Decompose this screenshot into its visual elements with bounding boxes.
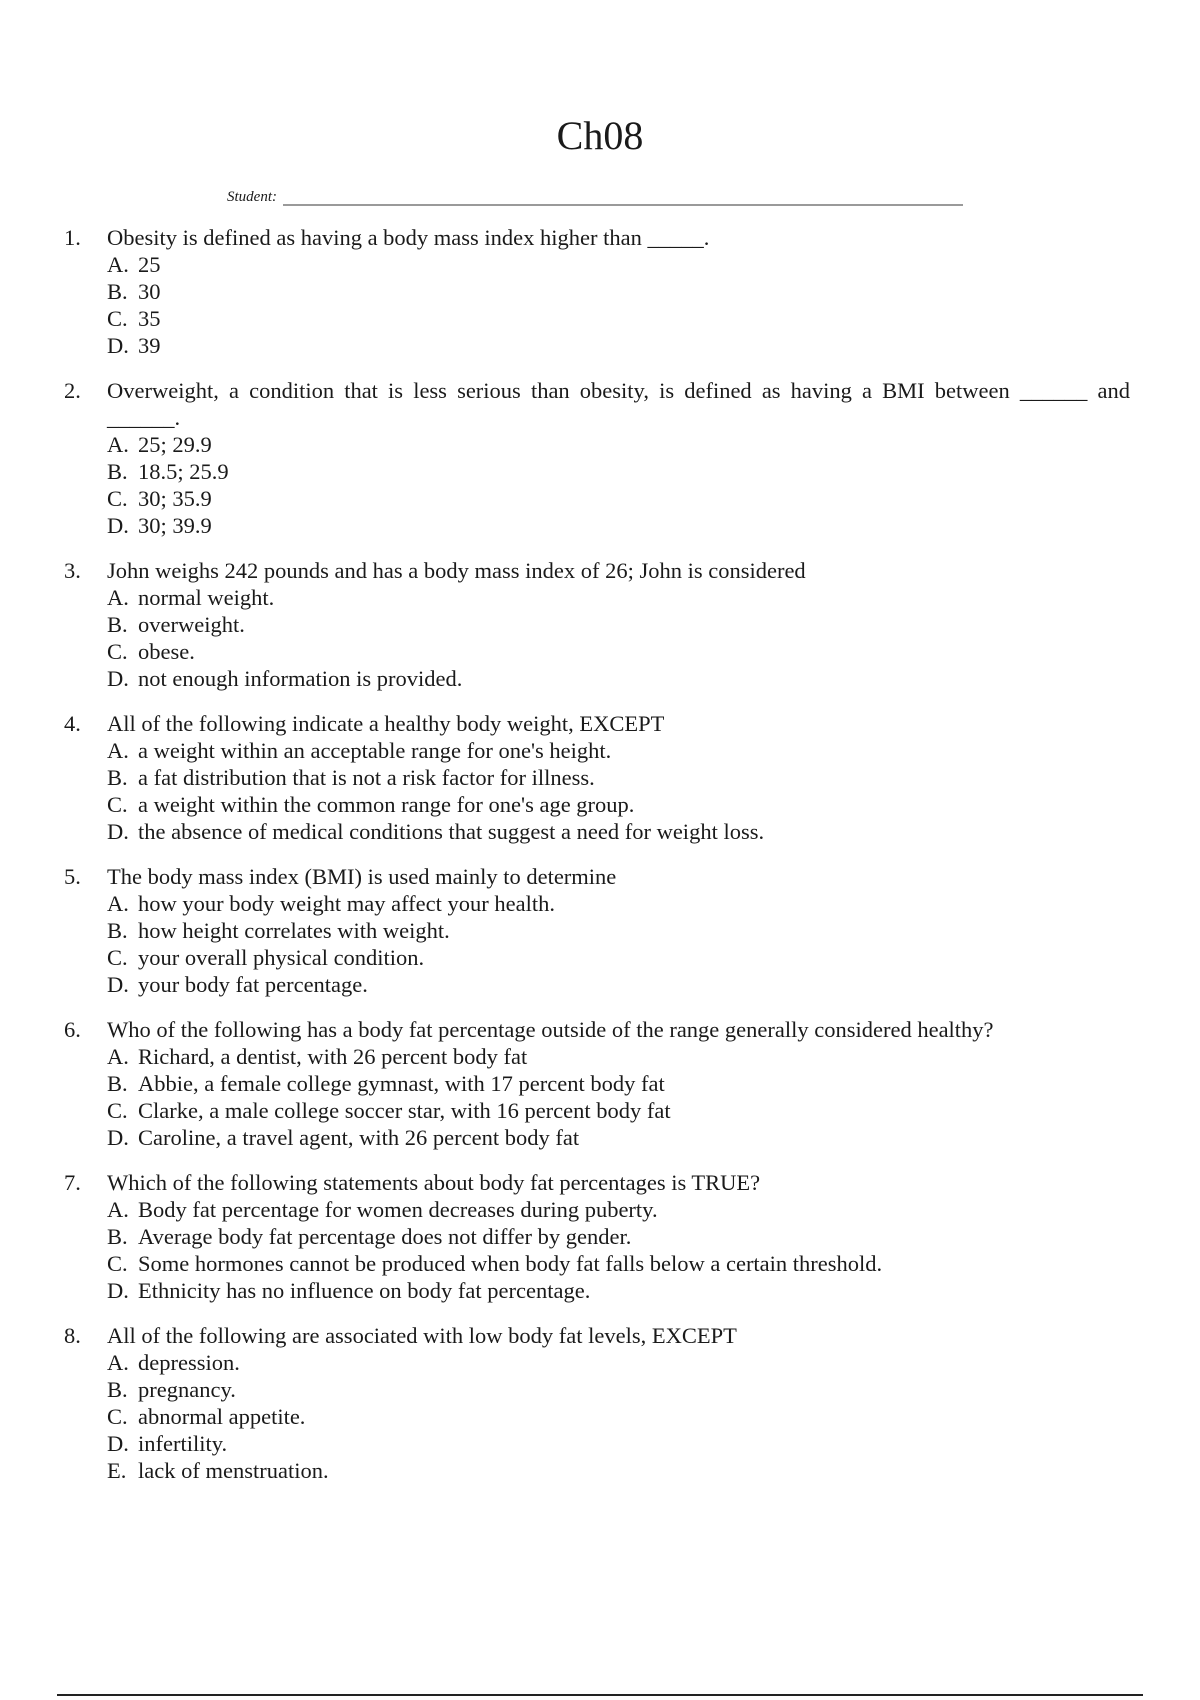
choice-letter: A.	[107, 738, 129, 763]
choice-text: Richard, a dentist, with 26 percent body fat	[138, 1044, 528, 1069]
question-text: The body mass index (BMI) is used mainly to determine	[107, 864, 617, 889]
choice-text: a weight within the common range for one's age group.	[138, 792, 635, 817]
answer-choice	[107, 485, 1130, 512]
choice-text: a fat distribution that is not a risk factor for illness.	[138, 765, 595, 790]
choice-letter: B.	[107, 459, 128, 484]
choice-letter: C.	[107, 1098, 128, 1123]
question-number: 1.	[64, 225, 81, 250]
question-number: 3.	[64, 558, 81, 583]
choice-text: 30	[138, 279, 161, 304]
answer-choice	[107, 431, 1130, 458]
answer-choice	[107, 638, 1130, 665]
choice-text: Abbie, a female college gymnast, with 17 percent body fat	[138, 1071, 665, 1096]
choice-letter: D.	[107, 972, 129, 997]
answer-choice	[107, 458, 1130, 485]
choice-text: Caroline, a travel agent, with 26 percent body fat	[138, 1125, 580, 1150]
choice-letter: D.	[107, 513, 129, 538]
answer-choice	[107, 611, 1130, 638]
question-number: 6.	[64, 1017, 81, 1042]
question-text: Which of the following statements about body fat percentages is TRUE?	[107, 1170, 761, 1195]
choice-text: obese.	[138, 639, 195, 664]
choice-text: how height correlates with weight.	[138, 918, 450, 943]
choice-letter: C.	[107, 792, 128, 817]
question-body	[107, 1016, 1130, 1151]
answer-choice	[107, 764, 1130, 791]
choice-letter: C.	[107, 486, 128, 511]
answer-choice	[107, 944, 1130, 971]
answer-choice	[107, 1196, 1130, 1223]
choice-text: 39	[138, 333, 161, 358]
answer-choice	[107, 305, 1130, 332]
answer-choice	[107, 917, 1130, 944]
question-body	[107, 863, 1130, 998]
question-3	[0, 557, 1200, 692]
choice-text: depression.	[138, 1350, 240, 1375]
question-number: 4.	[64, 711, 81, 736]
choice-letter: A.	[107, 1044, 129, 1069]
choice-text: 30; 35.9	[138, 486, 212, 511]
question-text: Overweight, a condition that is less serious than obesity, is defined as having a BMI between ______ and ______.	[107, 378, 1130, 430]
choice-text: Clarke, a male college soccer star, with 16 percent body fat	[138, 1098, 671, 1123]
answer-choices	[107, 890, 1130, 998]
choice-text: your overall physical condition.	[138, 945, 425, 970]
question-number: 8.	[64, 1323, 81, 1348]
student-label: Student:	[227, 189, 277, 205]
answer-choice	[107, 971, 1130, 998]
question-number: 7.	[64, 1170, 81, 1195]
answer-choice	[107, 251, 1130, 278]
choice-letter: B.	[107, 1377, 128, 1402]
answer-choice	[107, 818, 1130, 845]
choice-text: 35	[138, 306, 161, 331]
answer-choice	[107, 332, 1130, 359]
answer-choice	[107, 1223, 1130, 1250]
answer-choice	[107, 665, 1130, 692]
answer-choices	[107, 431, 1130, 539]
choice-text: 25; 29.9	[138, 432, 212, 457]
question-text: All of the following are associated with low body fat levels, EXCEPT	[107, 1323, 737, 1348]
choice-letter: E.	[107, 1458, 127, 1483]
choice-text: not enough information is provided.	[138, 666, 463, 691]
answer-choice	[107, 1457, 1130, 1484]
choice-letter: A.	[107, 585, 129, 610]
choice-text: normal weight.	[138, 585, 275, 610]
question-6	[0, 1016, 1200, 1151]
choice-letter: C.	[107, 1404, 128, 1429]
page-title: Ch08	[556, 113, 644, 158]
choice-letter: D.	[107, 1125, 129, 1150]
choice-text: how your body weight may affect your health.	[138, 891, 555, 916]
answer-choice	[107, 584, 1130, 611]
question-8	[0, 1322, 1200, 1484]
question-text: John weighs 242 pounds and has a body mass index of 26; John is considered	[107, 558, 806, 583]
question-body	[107, 1322, 1130, 1484]
choice-letter: B.	[107, 918, 128, 943]
question-2	[0, 377, 1200, 539]
answer-choice	[107, 278, 1130, 305]
choice-text: 25	[138, 252, 161, 277]
answer-choice	[107, 1124, 1130, 1151]
question-text: Who of the following has a body fat percentage outside of the range generally considered healthy?	[107, 1017, 994, 1042]
student-name-line	[283, 188, 963, 206]
choice-letter: D.	[107, 333, 129, 358]
answer-choice	[107, 1430, 1130, 1457]
choice-letter: B.	[107, 1071, 128, 1096]
question-list	[0, 224, 1200, 1502]
choice-letter: D.	[107, 666, 129, 691]
choice-text: Ethnicity has no influence on body fat percentage.	[138, 1278, 591, 1303]
answer-choice	[107, 1043, 1130, 1070]
question-number: 5.	[64, 864, 81, 889]
answer-choice	[107, 1349, 1130, 1376]
choice-text: 18.5; 25.9	[138, 459, 229, 484]
question-body	[107, 224, 1130, 359]
answer-choice	[107, 1277, 1130, 1304]
choice-letter: D.	[107, 1431, 129, 1456]
choice-text: Body fat percentage for women decreases during puberty.	[138, 1197, 658, 1222]
choice-letter: C.	[107, 1251, 128, 1276]
choice-text: infertility.	[138, 1431, 228, 1456]
question-text: Obesity is defined as having a body mass index higher than _____.	[107, 225, 710, 250]
answer-choice	[107, 1070, 1130, 1097]
answer-choices	[107, 1043, 1130, 1151]
answer-choice	[107, 1250, 1130, 1277]
question-body	[107, 557, 1130, 692]
choice-letter: A.	[107, 1197, 129, 1222]
answer-choices	[107, 251, 1130, 359]
choice-letter: C.	[107, 639, 128, 664]
choice-letter: A.	[107, 891, 129, 916]
choice-letter: D.	[107, 819, 129, 844]
answer-choice	[107, 1376, 1130, 1403]
question-body	[107, 1169, 1130, 1304]
choice-text: your body fat percentage.	[138, 972, 368, 997]
choice-letter: B.	[107, 1224, 128, 1249]
answer-choice	[107, 1403, 1130, 1430]
answer-choices	[107, 737, 1130, 845]
choice-letter: B.	[107, 279, 128, 304]
question-text: All of the following indicate a healthy body weight, EXCEPT	[107, 711, 665, 736]
choice-text: a weight within an acceptable range for one's height.	[138, 738, 612, 763]
answer-choices	[107, 584, 1130, 692]
student-name-row	[227, 184, 963, 206]
answer-choice	[107, 890, 1130, 917]
choice-letter: C.	[107, 945, 128, 970]
answer-choice	[107, 791, 1130, 818]
answer-choices	[107, 1349, 1130, 1484]
choice-letter: C.	[107, 306, 128, 331]
question-7	[0, 1169, 1200, 1304]
choice-letter: A.	[107, 1350, 129, 1375]
choice-text: abnormal appetite.	[138, 1404, 306, 1429]
choice-letter: B.	[107, 765, 128, 790]
choice-text: overweight.	[138, 612, 245, 637]
question-1	[0, 224, 1200, 359]
choice-text: pregnancy.	[138, 1377, 236, 1402]
answer-choice	[107, 512, 1130, 539]
choice-text: Some hormones cannot be produced when body fat falls below a certain threshold.	[138, 1251, 883, 1276]
choice-text: Average body fat percentage does not differ by gender.	[138, 1224, 632, 1249]
answer-choice	[107, 1097, 1130, 1124]
choice-letter: A.	[107, 432, 129, 457]
question-body	[107, 377, 1130, 539]
question-4	[0, 710, 1200, 845]
choice-letter: B.	[107, 612, 128, 637]
choice-letter: A.	[107, 252, 129, 277]
choice-letter: D.	[107, 1278, 129, 1303]
answer-choice	[107, 737, 1130, 764]
choice-text: lack of menstruation.	[138, 1458, 329, 1483]
choice-text: the absence of medical conditions that suggest a need for weight loss.	[138, 819, 765, 844]
answer-choices	[107, 1196, 1130, 1304]
choice-text: 30; 39.9	[138, 513, 212, 538]
question-5	[0, 863, 1200, 998]
question-number: 2.	[64, 378, 81, 403]
question-body	[107, 710, 1130, 845]
footer-divider	[57, 1694, 1143, 1696]
